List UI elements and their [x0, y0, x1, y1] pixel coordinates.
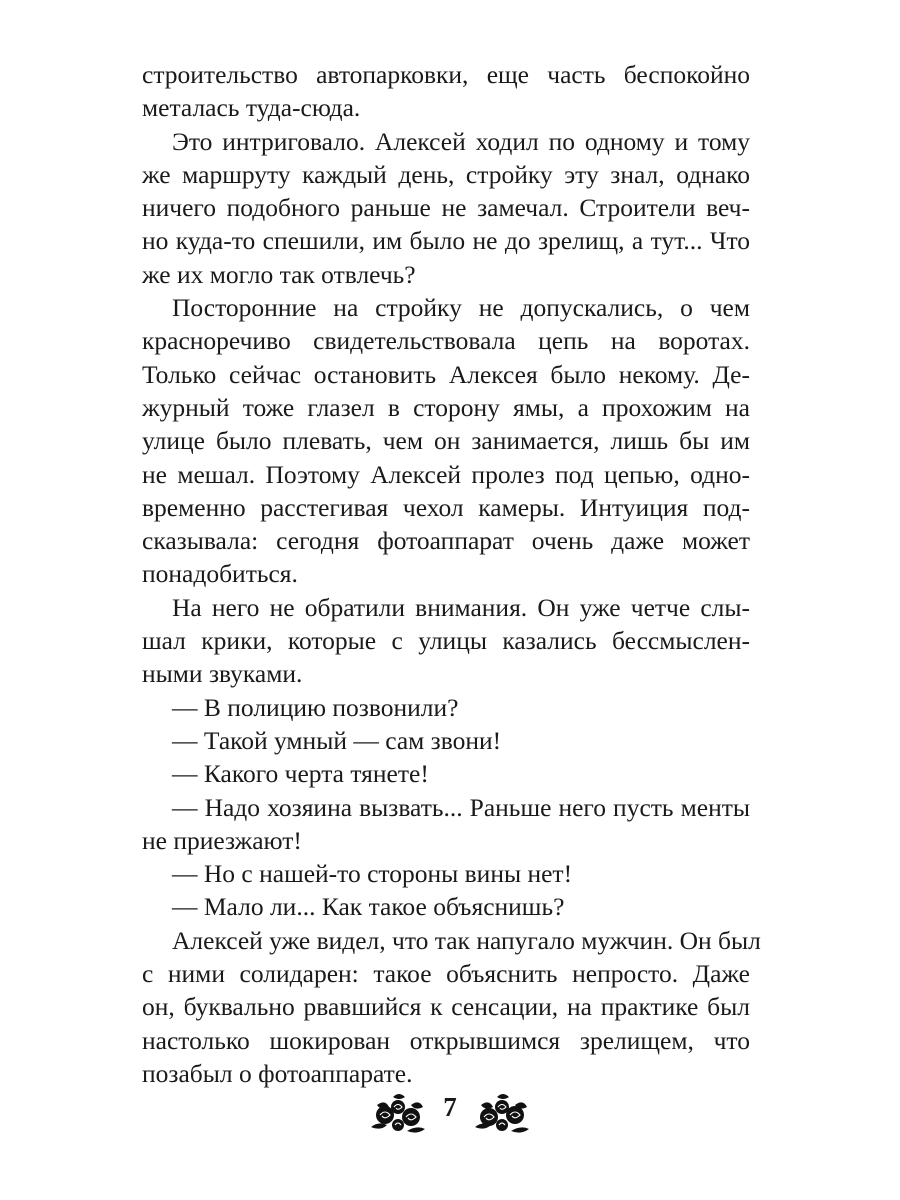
dialogue-line: — Какого черта тянете!: [172, 759, 429, 789]
page-number: 7: [443, 1091, 457, 1122]
text-line: временно расстегивая чехол камеры. Интуиция под-: [142, 492, 750, 522]
text-line: с ними солидарен: такое объяснить непросто. Даже: [142, 959, 750, 989]
dialogue-line: — Мало ли... Как такое объяснишь?: [172, 892, 565, 922]
text-line: строительство автопарковки, еще часть беспокойно: [142, 60, 750, 89]
text-line: же маршруту каждый день, стройку эту знал, однако: [142, 159, 750, 189]
dialogue-line: — Но с нашей-то стороны вины нет!: [172, 859, 573, 889]
text-line: Только сейчас остановить Алексея было некому. Де-: [142, 359, 750, 389]
page-footer: [0, 1090, 900, 1140]
text-line: не мешал. Поэтому Алексей пролез под цепью, одно-: [142, 459, 750, 489]
text-line: улице было плевать, чем он занимается, лишь бы им: [142, 426, 750, 456]
text-line: красноречиво свидетельствовала цепь на воротах.: [142, 326, 750, 356]
dialogue-line: — Такой умный — сам звони!: [172, 725, 502, 755]
text-line: Посторонние на стройку не допускались, о чем: [172, 293, 750, 323]
text-line: сказывала: сегодня фотоаппарат очень даже может: [142, 526, 750, 556]
text-line: ничего подобного раньше не замечал. Строители веч-: [142, 193, 750, 223]
dialogue-line: — В полицию позвонили?: [172, 692, 459, 722]
text-line: ными звуками.: [142, 659, 303, 689]
text-line: Алексей уже видел, что так напугало мужчин. Он был: [172, 925, 761, 955]
text-line: шал крики, которые с улицы казались бессмыслен-: [142, 626, 750, 656]
text-line: журный тоже глазел в сторону ямы, а прохожим на: [142, 392, 750, 422]
rose-ornament-icon: [471, 1091, 533, 1139]
text-line: настолько шокирован открывшимся зрелищем, что: [142, 1025, 750, 1055]
text-line: На него не обратили внимания. Он уже четче слы-: [172, 592, 750, 622]
dialogue-line: не приезжают!: [142, 825, 302, 855]
text-line: понадобиться.: [142, 559, 298, 589]
text-line: металась туда-сюда.: [142, 93, 361, 123]
dialogue-line: — Надо хозяина вызвать... Раньше него пусть менты: [172, 792, 750, 822]
text-line: Это интриговало. Алексей ходил по одному и тому: [172, 126, 750, 156]
text-line: позабыл о фотоаппарате.: [142, 1058, 413, 1088]
text-line: он, буквально рвавшийся к сенсации, на практике был: [142, 992, 750, 1022]
rose-ornament-icon: [367, 1091, 429, 1139]
text-line: же их могло так отвлечь?: [142, 259, 416, 289]
page-text: [142, 58, 761, 1090]
text-line: но куда-то спешили, им было не до зрелищ, а тут... Что: [142, 226, 750, 256]
